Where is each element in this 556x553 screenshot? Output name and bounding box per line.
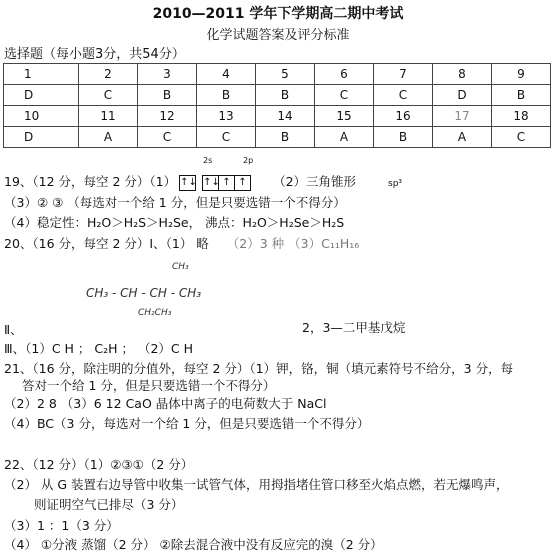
q20-ii-answer: 2，3—二甲基戊烷 bbox=[302, 320, 406, 335]
q21-line3: （2）2 8 （3）6 12 CaO 晶体中离子的电荷数大于 NaCl bbox=[4, 396, 327, 411]
q22-line5: （4） ①分液 蒸馏（2 分） ②除去混合液中没有反应完的溴（2 分） bbox=[4, 537, 383, 552]
table-cell: A bbox=[79, 127, 138, 148]
table-cell: B bbox=[492, 85, 551, 106]
q20-ii-label: Ⅱ、 bbox=[4, 322, 23, 337]
q20-line1 bbox=[4, 234, 359, 252]
table-cell: C bbox=[197, 127, 256, 148]
table-row-answers bbox=[4, 85, 551, 106]
table-cell: C bbox=[374, 85, 433, 106]
table-cell: A bbox=[315, 127, 374, 148]
q19-line1-prefix: 19、（12 分，每空 2 分）（1） bbox=[4, 174, 177, 189]
section-heading: 选择题（每小题3分，共54分） bbox=[4, 47, 185, 62]
table-cell: 18 bbox=[492, 106, 551, 127]
orbital-box-2p-3: ↑ bbox=[234, 175, 251, 191]
table-cell: B bbox=[374, 127, 433, 148]
structure-main-chain: CH₃ - CH - CH - CH₃ bbox=[86, 286, 202, 300]
table-cell: 11 bbox=[79, 106, 138, 127]
q22-line1: 22、（12 分）（1）②③①（2 分） bbox=[4, 457, 194, 472]
answer-table bbox=[3, 63, 551, 148]
table-cell: C bbox=[315, 85, 374, 106]
q22-line4: （3）1 ：1（3 分） bbox=[4, 518, 119, 533]
q19-line3: （4）稳定性：H₂O＞H₂S＞H₂Se， 沸点：H₂O＞H₂Se＞H₂S bbox=[4, 215, 345, 230]
table-row-answers bbox=[4, 127, 551, 148]
table-cell: 14 bbox=[256, 106, 315, 127]
table-cell: C bbox=[79, 85, 138, 106]
table-cell: D bbox=[4, 127, 79, 148]
structure-top-group: CH₃ bbox=[172, 262, 189, 272]
orbital-label-2p: 2p bbox=[243, 156, 254, 165]
q19-line1-mid: （2）三角锥形 bbox=[273, 174, 357, 189]
table-cell: 12 bbox=[138, 106, 197, 127]
table-cell: 17 bbox=[433, 106, 492, 127]
table-cell: B bbox=[197, 85, 256, 106]
q22-line2: （2） 从 G 装置右边导管中收集一试管气体，用拇指堵住管口移至火焰点燃，若无爆鸣声， bbox=[4, 477, 509, 492]
table-cell: 9 bbox=[492, 64, 551, 85]
document-subtitle: 化学试题答案及评分标准 bbox=[206, 28, 350, 43]
orbital-label-2s: 2s bbox=[203, 156, 213, 165]
orbital-box-2p-1: ↑↓ bbox=[202, 175, 219, 191]
table-cell: 16 bbox=[374, 106, 433, 127]
q21-line4: （4）BC（3 分，每选对一个给 1 分，但是只要选错一个不得分） bbox=[4, 416, 370, 431]
table-cell: A bbox=[433, 127, 492, 148]
table-cell: 5 bbox=[256, 64, 315, 85]
table-cell: 3 bbox=[138, 64, 197, 85]
table-cell: 8 bbox=[433, 64, 492, 85]
table-row-numbers bbox=[4, 64, 551, 85]
q21-line1: 21、（16 分，除注明的分值外，每空 2 分）（1）钾，铬，铜（填元素符号不给分，3 分，每 bbox=[4, 361, 514, 376]
orbital-box-2p-2: ↑ bbox=[218, 175, 235, 191]
table-cell: C bbox=[138, 127, 197, 148]
table-cell: D bbox=[433, 85, 492, 106]
q19-line2: （3）② ③ （每选对一个给 1 分，但是只要选错一个不得分） bbox=[4, 195, 346, 210]
table-cell: D bbox=[4, 85, 79, 106]
orbital-diagram bbox=[180, 174, 251, 191]
document-title: 2010—2011 学年下学期高二期中考试 bbox=[152, 6, 404, 22]
table-cell: C bbox=[492, 127, 551, 148]
structure-bottom-group: CH₂CH₃ bbox=[138, 308, 172, 318]
q22-line3: 则证明空气已排尽（3 分） bbox=[34, 497, 184, 512]
table-row-numbers bbox=[4, 106, 551, 127]
table-cell: 1 bbox=[4, 64, 79, 85]
table-cell: B bbox=[256, 127, 315, 148]
table-cell: 10 bbox=[4, 106, 79, 127]
orbital-box-2s: ↑↓ bbox=[179, 175, 196, 191]
q19-line1 bbox=[4, 172, 402, 191]
table-cell: 2 bbox=[79, 64, 138, 85]
q19-hybridization: sp³ bbox=[388, 179, 403, 189]
q20-line1-mid: （2）3 种 （3）C₁₁H₁₆ bbox=[226, 236, 360, 251]
table-cell: B bbox=[138, 85, 197, 106]
table-cell: 7 bbox=[374, 64, 433, 85]
table-cell: 13 bbox=[197, 106, 256, 127]
q20-iii: Ⅲ、（1）C H ； C₂H ； （2）C H bbox=[4, 341, 194, 356]
table-cell: 15 bbox=[315, 106, 374, 127]
table-cell: 4 bbox=[197, 64, 256, 85]
table-cell: 6 bbox=[315, 64, 374, 85]
q21-line2: 答对一个给 1 分，但是只要选错一个不得分） bbox=[22, 378, 276, 393]
table-cell: B bbox=[256, 85, 315, 106]
q20-line1-prefix: 20、（16 分，每空 2 分）Ⅰ、（1） 略 bbox=[4, 236, 209, 251]
